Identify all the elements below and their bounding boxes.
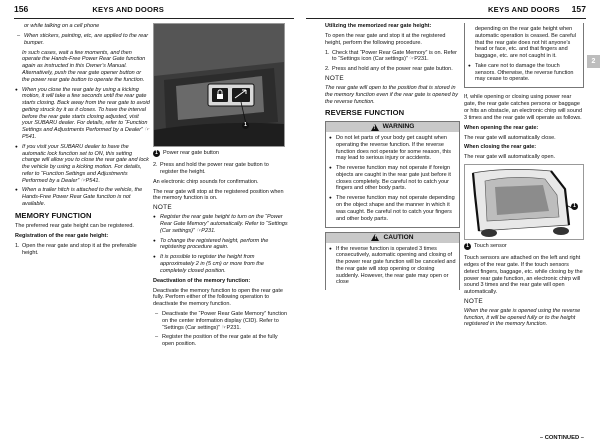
right-column-1: [325, 23, 460, 294]
header-title-right: KEYS AND DOORS: [488, 4, 560, 14]
step-text: Open the rear gate and stop it at the preferable height.: [22, 243, 137, 257]
figure-callout-1: 1: [242, 122, 249, 129]
note-text: The rear gate will open to the position that is stored in the memory function even if the rear gate is opened by the reverse function.: [325, 85, 458, 105]
left-column-2: [153, 23, 288, 351]
rear-gate-open-drawing: [465, 165, 583, 239]
caption-text: Power rear gate button: [163, 150, 219, 157]
closing-heading: When closing the rear gate:: [464, 144, 537, 151]
note-label: NOTE: [325, 75, 344, 83]
bullet-item: ● If you visit your SUBARU dealer to have the automatic lock function set to ON, this setting change will allow you to close the rear gate and lock the vehicle by using a kicking motion. For details, refer to “Function Settings and Adjustments Performed by a Dealer” ☞P541.: [15, 144, 150, 185]
opening-text: The rear gate will automatically close.: [464, 134, 556, 141]
step-number: 2.: [153, 162, 158, 168]
step-number: 2.: [325, 66, 330, 73]
caution-bullet: ● If the reverse function is operated 3 times consecutively, automatic opening and closing of the power rear gate function will be canceled and the rear gate will stop opening or closing suddenly. However, the rear gate may open or close: [329, 246, 456, 287]
note-text: When the rear gate is opened using the reverse function, it will be opened fully or to the height registered in the memory function.: [464, 307, 581, 328]
caption-text: Touch sensor: [474, 243, 507, 250]
obstacle-text: If, while opening or closing using power rear gate, the rear gate catches persons or baggage or hits an obstacle, an electronic chirp will sound 3 times and the rear gate will operate as follows.: [464, 94, 583, 121]
caution-header: [326, 233, 459, 243]
caution-body-continued: [465, 23, 583, 87]
warning-label: WARNING: [382, 123, 415, 130]
left-page-header: [14, 0, 294, 19]
dash-item: – Deactivate the “Power Rear Gate Memory” function on the center information display (CID). Refer to “Settings (Car settings)” ☞P231.: [153, 311, 288, 331]
note-label: NOTE: [464, 298, 483, 305]
warning-box: [325, 121, 460, 228]
caution-box: [325, 232, 460, 291]
left-column-1: [15, 23, 150, 260]
rear-gate-panel-drawing: [154, 24, 284, 146]
chirp-text: An electronic chirp sounds for confirmation.: [153, 178, 259, 185]
step-item: [15, 243, 150, 257]
warning-body: [326, 132, 459, 227]
warning-triangle-icon: !: [371, 124, 379, 131]
step-item: [153, 162, 288, 176]
right-page-header: [306, 0, 586, 19]
warning-bullet: ● The reverse function may not operate depending on the object shape and the manner in which it was caught. Be careful not to catch your fingers and other body parts.: [329, 195, 456, 222]
caution-body: [326, 243, 459, 291]
caution-triangle-icon: !: [371, 234, 379, 241]
warning-bullet: ● The reverse function may not operate if foreign objects are caught in the rear gate just before it closes completely. Be careful not to catch your fingers and other body parts.: [329, 165, 456, 192]
italic-paragraph: In such cases, wait a few moments, and then operate the Hands-Free Power Rear Gate function again as instructed in this Owner’s Manual. Alternatively, push the rear gate opener button or the power rear gate button to operate the function.: [22, 49, 146, 83]
step-text: Press and hold any of the power rear gate button.: [332, 66, 453, 73]
step-item: [325, 50, 460, 64]
step-item: [325, 66, 460, 73]
note-label: NOTE: [153, 204, 172, 212]
warning-header: [326, 122, 459, 132]
dash-item: – When stickers, painting, etc, are applied to the rear bumper.: [15, 33, 150, 47]
note-bullet: ● To change the registered height, perform the registering procedure again.: [153, 238, 288, 252]
figure-caption: [464, 243, 584, 250]
opening-heading: When opening the rear gate:: [464, 124, 539, 131]
deactivation-heading: Deactivation of the memory function:: [153, 277, 251, 284]
registration-heading: Registration of the rear gate height:: [15, 233, 109, 240]
stop-text: The rear gate will stop at the registered position when the memory function is on.: [153, 188, 284, 202]
bullet-item: ● When a trailer hitch is attached to the vehicle, the Hands-Free Power Rear Gate function is not available.: [15, 187, 150, 207]
utilizing-text: To open the rear gate and stop it at the registered height, perform the following procedure.: [325, 32, 446, 46]
closing-text: The rear gate will automatically open.: [464, 154, 556, 161]
touch-sensor-illustration: [464, 164, 584, 240]
deactivation-text: Deactivate the memory function to open the rear gate fully. Perform either of the following operation to deactivate the memory function.: [153, 287, 283, 308]
caution-label: CAUTION: [383, 233, 414, 241]
bullet-item: ● When you close the rear gate by using a kicking motion, it will take a few seconds until the rear gate starts closing. Back away from the rear gate to avoid getting struck by it as it closes. To have the interval before the rear gate starts closing adjusted, visit your SUBARU dealer. For details, refer to “Function Settings and Adjustments Performed by a Dealer” ☞P541.: [15, 87, 150, 141]
note-bullet: ● Register the rear gate height to turn on the “Power Rear Gate Memory” automatically. Refer to “Settings (Car settings)” ☞P231.: [153, 214, 288, 234]
sensor-text: Touch sensors are attached on the left and right edges of the rear gate. If the touch sensors detect fingers, baggage, etc. while closing by the power rear gate function, an electronic chirp will sound 3 times and the rear gate will open automatically.: [464, 255, 583, 296]
continued-marker: – CONTINUED –: [539, 435, 584, 441]
utilizing-heading: Utilizing the memorized rear gate height:: [325, 23, 432, 29]
step-text: Check that “Power Rear Gate Memory” is on. Refer to “Settings icon (Car settings)” ☞P231.: [332, 49, 458, 63]
dash-item: – Register the position of the rear gate at the fully open position.: [153, 334, 288, 348]
chapter-tab: 2: [587, 55, 600, 68]
caution-continued-text: depending on the rear gate height when automatic operation is ceased. Be careful that the rear gate does not hit anyone’s head or face, etc. and that fingers and baggage, etc. are not caught in it.: [475, 26, 576, 59]
figure-caption: [153, 150, 288, 157]
memory-intro: The preferred rear gate height can be registered.: [15, 223, 134, 230]
page-number-right: 157: [571, 4, 586, 14]
figure-callout-1: 1: [571, 203, 578, 210]
caution-bullet: ● Take care not to damage the touch sensors. Otherwise, the reverse function may cease to operate.: [468, 63, 580, 83]
warning-bullet: ● Do not let parts of your body get caught when operating the reverse function. If the reverse function does not operate for some reason, this may lead to serious injury or accidents.: [329, 135, 456, 162]
step-number: 1.: [15, 243, 20, 250]
right-page: [300, 0, 600, 447]
note-bullet: ● It is possible to register the height from approximately 2 in (5 cm) or more from the completely closed position.: [153, 254, 288, 274]
caption-badge: 1: [464, 243, 471, 250]
right-column-2: [464, 23, 584, 331]
caution-box-continued: [464, 23, 584, 88]
step-number: 1.: [325, 49, 330, 56]
caption-badge: 1: [153, 150, 160, 157]
power-rear-gate-button-illustration: [153, 23, 285, 147]
step-text: Press and hold the power rear gate button to register the height.: [160, 162, 269, 175]
page-number-left: 156: [14, 4, 29, 14]
continued-line: or while talking on a cell phone: [24, 23, 100, 29]
memory-function-heading: MEMORY FUNCTION: [15, 210, 92, 220]
header-title-left: KEYS AND DOORS: [92, 4, 165, 14]
reverse-function-heading: REVERSE FUNCTION: [325, 108, 405, 118]
